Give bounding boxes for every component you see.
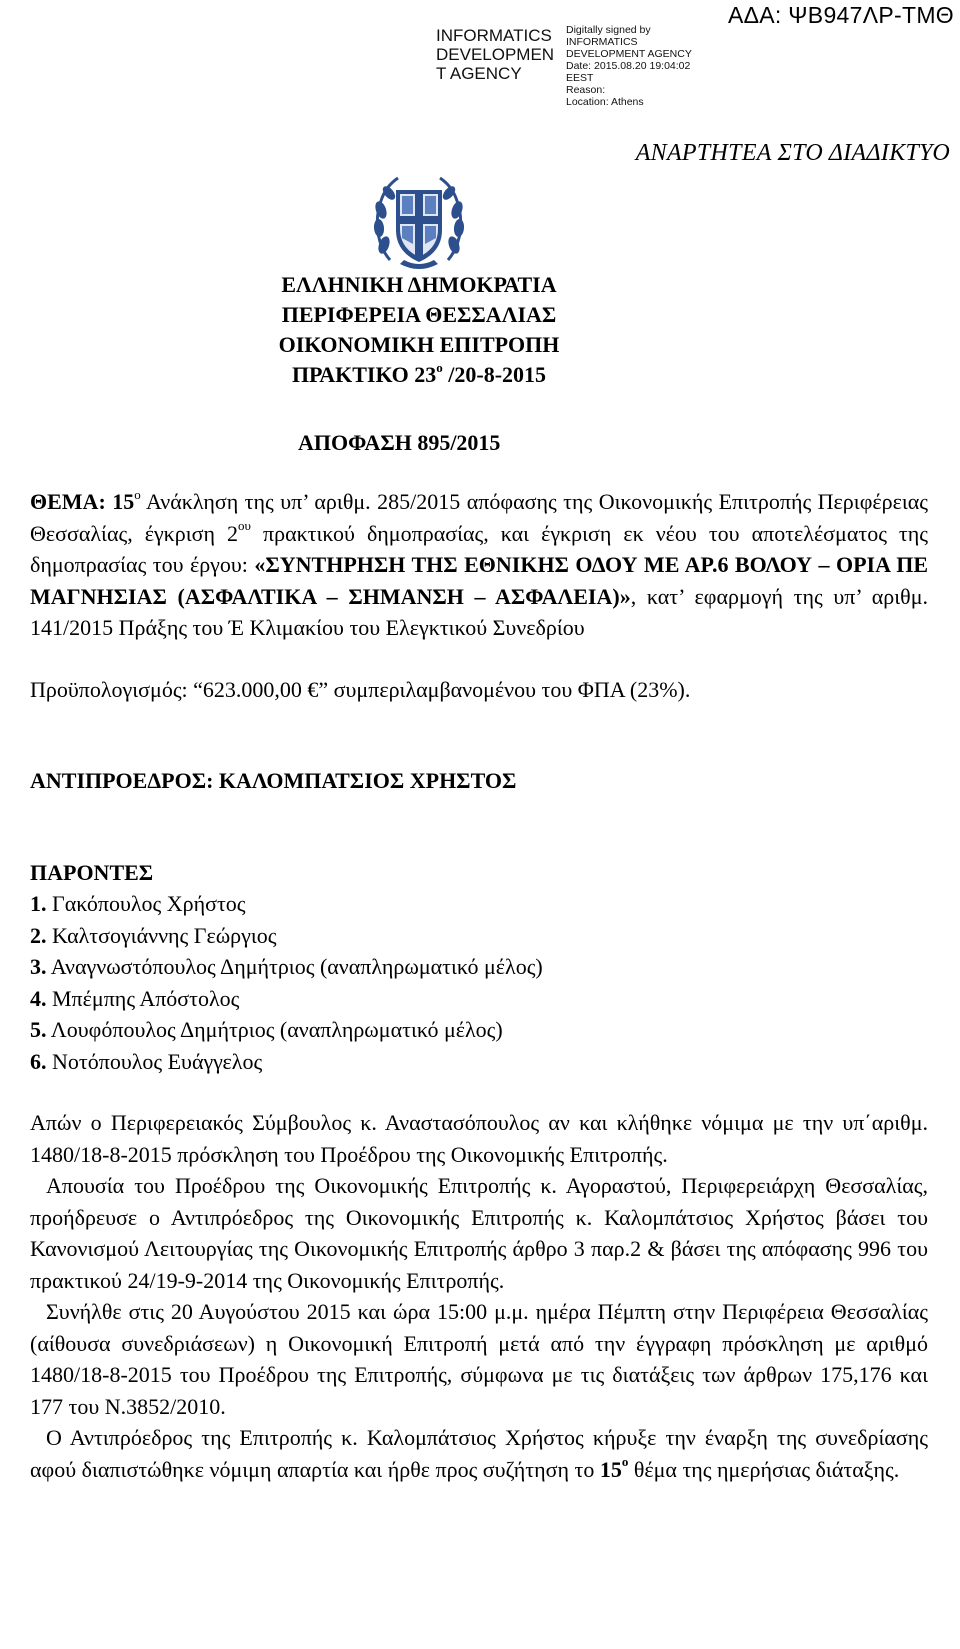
present-members-list xyxy=(30,888,928,1077)
list-item: 4. Μπέμπης Απόστολος xyxy=(30,985,240,1011)
signature-detail-line: INFORMATICS xyxy=(566,36,638,48)
member-name: Λουφόπουλος Δημήτριος (αναπληρωματικό μέλος) xyxy=(50,1017,503,1042)
absent-paragraph: Απών ο Περιφερειακός Σύμβουλος κ. Αναστασόπουλος αν και κλήθηκε νόμιμα με την υπ΄αριθμ. 1480/18-8-2015 πρόσκληση του Προέδρου της Οικονομικής Επιτροπής. xyxy=(30,1110,928,1167)
vice-chair-text: ΑΝΤΙΠΡΟΕΔΡΟΣ: ΚΑΛΟΜΠΑΤΣΙΟΣ ΧΡΗΣΤΟΣ xyxy=(30,768,517,793)
decision-number: ΑΠΟΦΑΣΗ 895/2015 xyxy=(298,430,501,455)
minutes-ordinal: ο xyxy=(436,359,443,375)
member-name: Μπέμπης Απόστολος xyxy=(52,985,240,1011)
signature-detail-line: EEST xyxy=(566,72,594,84)
member-number: 3 xyxy=(30,954,41,979)
minutes-prefix: ΠΡΑΚΤΙΚΟ 23 xyxy=(291,362,437,387)
member-number: 1 xyxy=(30,891,41,916)
member-name: Αναγνωστόπουλος Δημήτριος (αναπληρωματικό μέλος) xyxy=(50,954,543,979)
list-item: 5. Λουφόπουλος Δημήτριος (αναπληρωματικό μέλος) xyxy=(30,1017,503,1042)
member-number: 4 xyxy=(30,985,41,1011)
list-item: 3. Αναγνωστόπουλος Δημήτριος (αναπληρωματικό μέλος) xyxy=(30,954,543,979)
vice-chair-line xyxy=(30,765,928,797)
member-number: 6 xyxy=(30,1048,41,1074)
signature-detail-line: DEVELOPMENT AGENCY xyxy=(566,48,692,60)
signature-detail-line: Location: Athens xyxy=(566,96,644,108)
signature-detail-line: Reason: xyxy=(566,84,606,96)
quorum-item-ordinal: ο xyxy=(621,1454,629,1470)
list-item: 2. Καλτσογιάννης Γεώργιος xyxy=(30,922,277,948)
subject-project-title: «ΣΥΝΤΗΡΗΣΗ ΤΗΣ ΕΘΝΙΚΗΣ ΟΔΟΥ ΜΕ ΑΡ.6 ΒΟΛΟΥ – ΟΡΙΑ ΠΕ ΜΑΓΝΗΣΙΑΣ (ΑΣΦΑΛΤΙΚΑ – ΣΗΜΑΝΣΗ – ΑΣΦΑΛΕΙΑ)» xyxy=(30,552,928,609)
signature-details xyxy=(566,24,706,108)
quorum-item-number: 15 xyxy=(599,1456,622,1482)
member-name: Καλτσογιάννης Γεώργιος xyxy=(52,922,277,948)
minutes-date: /20-8-2015 xyxy=(442,362,547,387)
member-name: Γακόπουλος Χρήστος xyxy=(52,891,246,916)
member-number: 2 xyxy=(30,922,41,948)
signature-org-line: INFORMATICS xyxy=(436,26,552,45)
document-header xyxy=(232,270,606,390)
subject-text-2: πρακτικού δημοπρασίας, και έγκριση εκ νέου του αποτελέσματος της δημοπρασίας του έργου: xyxy=(30,520,928,577)
header-region: ΠΕΡΙΦΕΡΕΙΑ ΘΕΣΣΑΛΙΑΣ xyxy=(281,302,557,327)
subject-label: ΘΕΜΑ: 15 xyxy=(30,489,135,514)
document-body xyxy=(30,486,928,1485)
signature-detail-line: Date: 2015.08.20 19:04:02 xyxy=(566,60,691,72)
quorum-paragraph xyxy=(30,1422,928,1485)
subject-text-3: , κατ’ εφαρμογή της υπ’ αριθμ. 141/2015 Πράξης του Έ Κλιμακίου του Ελεγκτικού Συνεδρίου xyxy=(30,583,928,640)
list-item: 1. Γακόπουλος Χρήστος xyxy=(30,891,246,916)
subject-paragraph xyxy=(30,486,928,644)
subject-label-ordinal: ο xyxy=(134,486,141,502)
present-heading-text: ΠΑΡΟΝΤΕΣ xyxy=(30,859,154,885)
signature-org-line: DEVELOPMEN xyxy=(436,45,555,64)
present-heading xyxy=(30,857,928,889)
posted-online-notice: ΑΝΑΡΤΗΤΕΑ ΣΤΟ ΔΙΑΔΙΚΤΥΟ xyxy=(635,140,950,166)
list-item: 6. Νοτόπουλος Ευάγγελος xyxy=(30,1048,263,1074)
member-number: 5 xyxy=(30,1017,41,1042)
subject-ordinal-2: ου xyxy=(238,518,251,534)
member-name: Νοτόπουλος Ευάγγελος xyxy=(52,1048,263,1074)
budget-line: Προϋπολογισμός: “623.000,00 €” συμπεριλαμβανομένου του ΦΠΑ (23%). xyxy=(30,676,691,702)
header-minutes xyxy=(232,360,606,390)
signature-organization xyxy=(436,26,566,83)
chair-absence-paragraph: Απουσία του Προέδρου της Οικονομικής Επιτροπής κ. Αγοραστού, Περιφερειάρχη Θεσσαλίας, προήδρευσε ο Αντιπρόεδρος της Οικονομικής Επιτροπής κ. Καλομπάτσιος Χρήστος βάσει του Κανονισμού Λειτουργίας της Οικονομικής Επιτροπής άρθρο 3 παρ.2 & βάσει της απόφασης 996 του πρακτικού 24/19-9-2014 της Οικονομικής Επιτροπής. xyxy=(30,1173,928,1293)
signature-org-line: T AGENCY xyxy=(436,64,522,83)
greek-coat-of-arms-icon xyxy=(370,168,468,276)
header-republic: ΕΛΛΗΝΙΚΗ ΔΗΜΟΚΡΑΤΙΑ xyxy=(281,272,557,297)
meeting-paragraph: Συνήλθε στις 20 Αυγούστου 2015 και ώρα 15:00 μ.μ. ημέρα Πέμπτη στην Περιφέρεια Θεσσαλίας (αίθουσα συνεδριάσεων) η Οικονομική Επιτροπή μετά από την έγγραφη πρόσκληση με αριθμό 1480/18-8-2015 του Προέδρου της Επιτροπής, σύμφωνα με τις διατάξεις των άρθρων 175,176 και 177 του Ν.3852/2010. xyxy=(30,1299,928,1419)
quorum-end: θέμα της ημερήσιας διάταξης. xyxy=(628,1456,900,1482)
signature-detail-line: Digitally signed by xyxy=(566,24,651,36)
quorum-text: Ο Αντιπρόεδρος της Επιτροπής κ. Καλομπάτσιος Χρήστος κήρυξε την έναρξη της συνεδρίασης αφού διαπιστώθηκε νόμιμη απαρτία και ήρθε προς συζήτηση το xyxy=(30,1425,928,1482)
subject-text-1: Ανάκληση της υπ’ αριθμ. 285/2015 απόφασης της Οικονομικής Επιτροπής Περιφέρειας Θεσσαλίας, έγκριση 2 xyxy=(30,489,929,546)
ada-code: ΑΔΑ: ΨΒ947ΛΡ-ΤΜΘ xyxy=(727,2,954,28)
header-committee: ΟΙΚΟΝΟΜΙΚΗ ΕΠΙΤΡΟΠΗ xyxy=(278,332,560,357)
